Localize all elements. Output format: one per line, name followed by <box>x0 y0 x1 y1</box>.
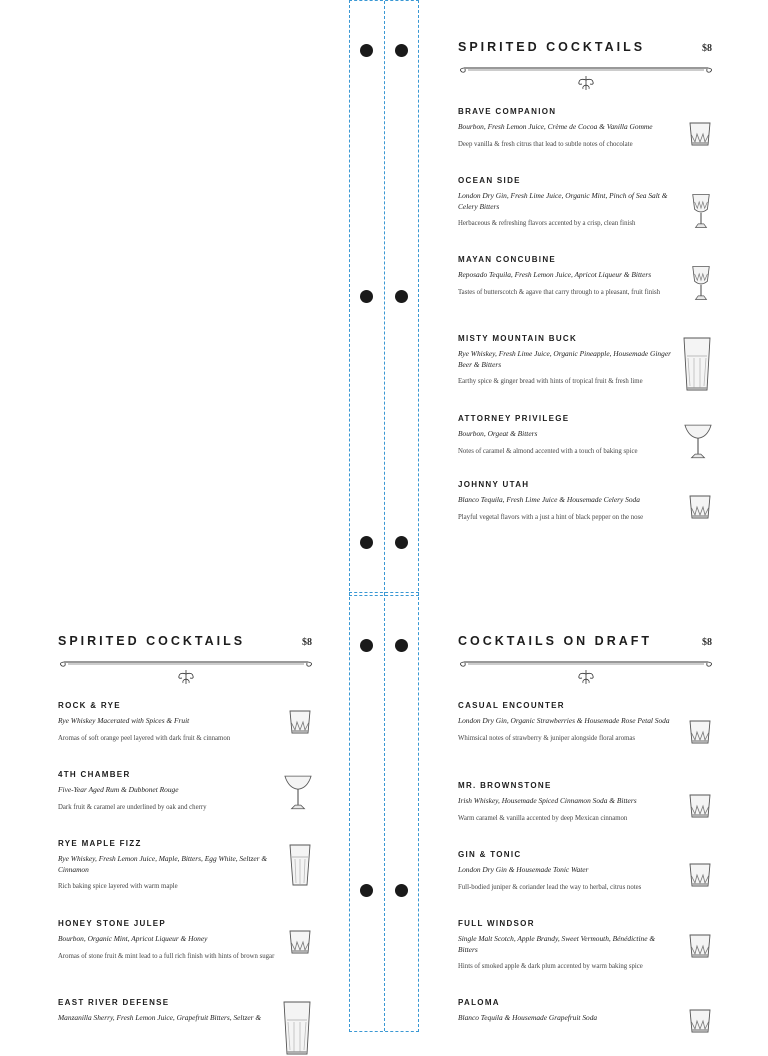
item-description: Dark fruit & caramel are underlined by oak and cherry <box>58 803 207 811</box>
rocks-glass-icon <box>288 707 312 735</box>
menu-item <box>458 107 714 176</box>
item-description: Aromas of soft orange peel layered with dark fruit & cinnamon <box>58 734 231 742</box>
menu-item <box>458 480 714 540</box>
item-description: Aromas of stone fruit & mint lead to a full rich finish with hints of brown sugar <box>58 952 275 960</box>
section-price: $8 <box>302 637 312 648</box>
item-ingredients: Blanco Tequila, Fresh Lime Juice & Housemade Celery Soda <box>458 495 640 504</box>
section-title: COCKTAILS ON DRAFT <box>458 634 653 648</box>
item-description: Hints of smoked apple & dark plum accented by warm baking spice <box>458 963 643 970</box>
item-name: OCEAN SIDE <box>458 176 521 185</box>
item-ingredients: Manzanilla Sherry, Fresh Lemon Juice, Grapefruit Bitters, Seltzer & <box>58 1013 262 1022</box>
item-ingredients: Bourbon, Orgeat & Bitters <box>458 429 538 438</box>
menu-card-spirited-cocktails-top <box>458 38 714 540</box>
menu-item <box>458 850 714 919</box>
item-description: Earthy spice & ginger bread with hints of tropical fruit & fresh lime <box>458 378 643 385</box>
rocks-glass-icon <box>688 717 712 745</box>
item-ingredients: Rye Whiskey, Fresh Lemon Juice, Maple, Bitters, Egg White, Seltzer & Cinnamon <box>58 854 268 874</box>
item-ingredients: Irish Whiskey, Housemade Spiced Cinnamon Soda & Bitters <box>458 796 637 805</box>
item-ingredients: London Dry Gin & Housemade Tonic Water <box>458 865 589 874</box>
punch-hole <box>395 884 408 897</box>
goblet-glass-icon <box>690 263 712 303</box>
goblet-glass-icon <box>690 192 712 230</box>
item-name: MAYAN CONCUBINE <box>458 255 557 264</box>
menu-item <box>458 781 714 850</box>
item-description: Deep vanilla & fresh citrus that lead to subtle notes of chocolate <box>458 140 633 148</box>
menu-card-spirited-cocktails-bottom <box>58 632 314 1028</box>
item-ingredients: Rye Whiskey Macerated with Spices & Fruit <box>58 716 190 725</box>
punch-hole <box>395 536 408 549</box>
item-ingredients: Rye Whiskey, Fresh Lime Juice, Organic Pineapple, Housemade Ginger Beer & Bitters <box>458 349 671 369</box>
menu-item <box>458 176 714 255</box>
highball-glass-icon <box>282 1000 312 1056</box>
punch-hole <box>360 884 373 897</box>
item-ingredients: Bourbon, Fresh Lemon Juice, Crème de Cocoa & Vanilla Gomme <box>458 122 653 131</box>
item-ingredients: Five-Year Aged Rum & Dubbonet Rouge <box>58 785 179 794</box>
item-description: Playful vegetal flavors with a just a hint of black pepper on the nose <box>458 513 644 521</box>
punch-hole <box>360 536 373 549</box>
card-header <box>58 632 314 652</box>
punch-hole <box>360 44 373 57</box>
divider-rule-icon <box>458 64 714 74</box>
rocks-glass-icon <box>688 931 712 959</box>
item-description: Whimsical notes of strawberry & juniper alongside floral aromas <box>458 734 636 742</box>
menu-card-cocktails-on-draft <box>458 632 714 1028</box>
menu-item <box>458 919 714 998</box>
fold-center-line <box>384 593 385 1031</box>
item-name: RYE MAPLE FIZZ <box>58 839 142 848</box>
flourish-ornament-icon <box>176 670 196 684</box>
rocks-glass-icon <box>688 860 712 888</box>
item-ingredients: Reposado Tequila, Fresh Lemon Juice, Apricot Liqueur & Bitters <box>458 270 652 279</box>
item-name: 4TH CHAMBER <box>58 770 131 779</box>
highball-glass-icon <box>682 336 712 392</box>
item-name: ROCK & RYE <box>58 701 121 710</box>
item-name: CASUAL ENCOUNTER <box>458 701 565 710</box>
menu-item <box>458 414 714 480</box>
item-ingredients: London Dry Gin, Organic Strawberries & Housemade Rose Petal Soda <box>458 716 670 725</box>
item-description: Herbaceous & refreshing flavors accented by a crisp, clean finish <box>458 220 636 227</box>
rocks-glass-icon <box>688 119 712 147</box>
item-name: EAST RIVER DEFENSE <box>58 998 170 1007</box>
menu-item <box>58 919 314 998</box>
section-title: SPIRITED COCKTAILS <box>458 40 646 54</box>
item-name: PALOMA <box>458 998 500 1007</box>
section-price: $8 <box>702 43 712 54</box>
punch-hole <box>395 44 408 57</box>
item-name: JOHNNY UTAH <box>458 480 530 489</box>
item-description: Tastes of butterscotch & agave that carry through to a pleasant, fruit finish <box>458 288 661 296</box>
item-description: Notes of caramel & almond accented with a touch of baking spice <box>458 447 638 455</box>
rocks-glass-icon <box>688 791 712 819</box>
item-name: MR. BROWNSTONE <box>458 781 552 790</box>
item-ingredients: Bourbon, Organic Mint, Apricot Liqueur & Honey <box>58 934 208 943</box>
item-ingredients: London Dry Gin, Fresh Lime Juice, Organic Mint, Pinch of Sea Salt & Celery Bitters <box>458 191 668 211</box>
menu-item <box>458 334 714 414</box>
item-name: GIN & TONIC <box>458 850 522 859</box>
fold-center-line <box>384 1 385 595</box>
menu-item <box>458 701 714 781</box>
divider-rule-icon <box>58 658 314 668</box>
flourish-ornament-icon <box>576 76 596 90</box>
item-name: BRAVE COMPANION <box>458 107 557 116</box>
divider-rule-icon <box>458 658 714 668</box>
item-ingredients: Single Malt Scotch, Apple Brandy, Sweet Vermouth, Bénédictine & Bitters <box>458 934 656 954</box>
item-name: MISTY MOUNTAIN BUCK <box>458 334 578 343</box>
menu-item <box>458 255 714 334</box>
section-title: SPIRITED COCKTAILS <box>58 634 246 648</box>
item-ingredients: Blanco Tequila & Housemade Grapefruit Soda <box>458 1013 598 1022</box>
menu-item <box>58 839 314 919</box>
menu-item <box>58 770 314 839</box>
item-description: Full-bodied juniper & coriander lead the way to herbal, citrus notes <box>458 883 642 891</box>
item-name: FULL WINDSOR <box>458 919 535 928</box>
section-price: $8 <box>702 637 712 648</box>
punch-hole <box>360 639 373 652</box>
item-description: Warm caramel & vanilla accented by deep Mexican cinnamon <box>458 814 628 822</box>
pint-glass-icon <box>288 843 312 887</box>
card-header <box>458 632 714 652</box>
punch-hole <box>360 290 373 303</box>
rocks-glass-icon <box>688 492 712 520</box>
menu-item <box>58 701 314 770</box>
item-description: Rich baking spice layered with warm maple <box>58 883 178 890</box>
item-name: ATTORNEY PRIVILEGE <box>458 414 570 423</box>
coupe-glass-icon <box>684 422 712 460</box>
punch-hole <box>395 639 408 652</box>
rocks-glass-icon <box>288 927 312 955</box>
coupe-glass-icon <box>284 772 312 812</box>
item-name: HONEY STONE JULEP <box>58 919 167 928</box>
rocks-glass-icon <box>688 1006 712 1034</box>
card-header <box>458 38 714 58</box>
fold-guide-bottom <box>349 592 419 1032</box>
punch-hole <box>395 290 408 303</box>
flourish-ornament-icon <box>576 670 596 684</box>
